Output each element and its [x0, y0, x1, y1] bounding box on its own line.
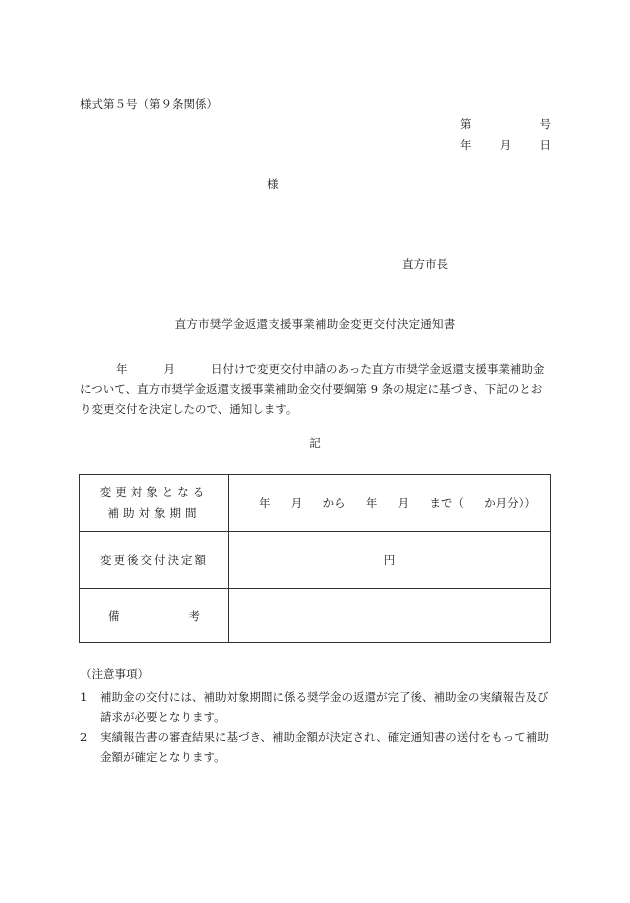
period-until: まで（ — [429, 496, 464, 510]
remarks-label-cell — [80, 589, 229, 643]
period-months: か月分）） — [484, 496, 536, 510]
form-label: 様式第５号（第９条関係） — [80, 97, 218, 111]
note-item — [80, 687, 555, 727]
note-line-2: 金額が確定となります。 — [100, 750, 226, 764]
period-year-1: 年 — [259, 496, 271, 510]
period-from: から — [322, 496, 346, 510]
remarks-value-cell — [229, 589, 551, 643]
note-line-1: 補助金の交付には、補助対象期間に係る奨学金の返還が完了後、補助金の実績報告及び — [100, 690, 549, 704]
body-line-3: り変更交付を決定したので、通知します。 — [80, 402, 298, 416]
date-day: 日 — [539, 138, 551, 152]
remarks-label-part-1: 備 — [108, 608, 120, 623]
period-month-1: 月 — [290, 496, 303, 510]
amount-yen: 円 — [383, 553, 396, 567]
body-month: 月 — [163, 362, 175, 376]
note-line-2: 請求が必要となります。 — [100, 710, 226, 724]
body-paragraph — [80, 359, 552, 419]
table-row — [80, 589, 551, 643]
table-row — [80, 475, 551, 532]
issue-date — [460, 140, 551, 152]
note-number: 1 — [80, 690, 88, 704]
amount-label: 変更後交付決定額 — [100, 553, 208, 567]
period-value — [229, 495, 550, 511]
decision-table — [79, 474, 551, 643]
document-number — [460, 119, 551, 131]
period-month-2: 月 — [397, 496, 410, 510]
body-line-1-rest: 日付けで変更交付申請のあった直方市奨学金返還支援事業補助金 — [211, 362, 545, 376]
body-line-1 — [80, 359, 552, 379]
note-number: 2 — [80, 730, 88, 744]
sender-mayor: 直方市長 — [402, 257, 448, 271]
period-year-2: 年 — [365, 496, 378, 510]
addressee-sama: 様 — [267, 177, 279, 191]
body-line-2: について、直方市奨学金返還支援事業補助金交付要綱第 9 条の規定に基づき、下記のとお — [80, 382, 543, 396]
ki-mark: 記 — [309, 436, 321, 450]
number-suffix: 号 — [539, 117, 551, 131]
number-prefix: 第 — [460, 117, 472, 131]
date-month: 月 — [499, 138, 512, 152]
period-label-cell — [80, 475, 229, 532]
period-value-cell — [229, 475, 551, 532]
amount-label-cell — [80, 532, 229, 589]
period-label-line-2: 補助対象期間 — [107, 506, 201, 520]
note-line-1: 実績報告書の審査結果に基づき、補助金額が決定され、確定通知書の送付をもって補助 — [100, 730, 549, 744]
remarks-label — [80, 608, 228, 624]
remarks-label-part-2: 考 — [188, 608, 200, 623]
document-title: 直方市奨学金返還支援事業補助金変更交付決定通知書 — [174, 317, 456, 331]
notes-heading: （注意事項） — [80, 667, 149, 681]
note-item — [80, 727, 555, 767]
amount-value-cell — [229, 532, 551, 589]
body-year: 年 — [116, 362, 128, 376]
table-row — [80, 532, 551, 589]
date-year: 年 — [460, 138, 472, 152]
period-label-line-1: 変更対象となる — [99, 485, 209, 499]
